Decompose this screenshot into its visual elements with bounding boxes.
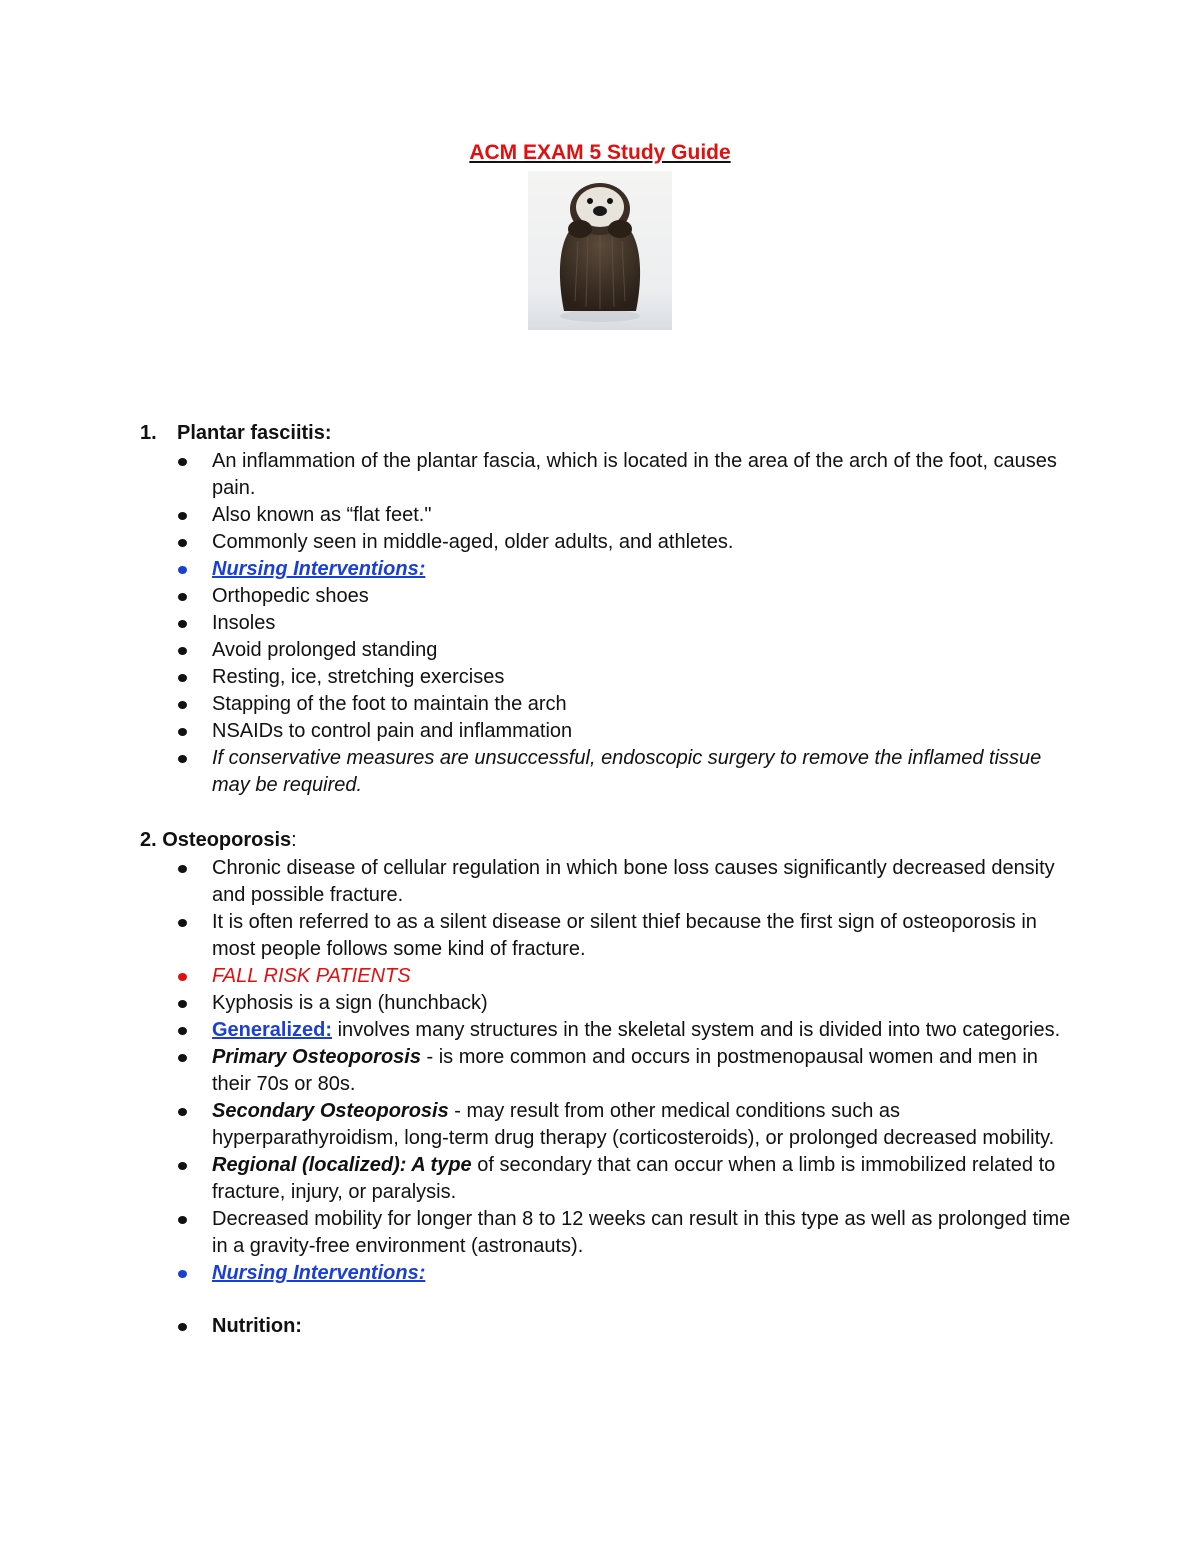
section-heading: 1. Plantar fasciitis:: [140, 422, 332, 444]
bullet-icon: [178, 1054, 187, 1062]
list-item: Secondary Osteoporosis - may result from other medical conditions such as hyperparathyroidism, long-term drug therapy (corticosteroids), or prolonged decreased mobility.: [140, 1098, 1080, 1152]
sea-otter-photo: [528, 171, 672, 330]
bullet-icon: [178, 647, 187, 655]
bullet-icon: [178, 701, 187, 709]
bullet-icon: [178, 755, 187, 763]
list-item: If conservative measures are unsuccessful, endoscopic surgery to remove the inflamed tissue may be required.: [140, 745, 1080, 799]
bullet-icon: [178, 1000, 187, 1008]
generalized-term: Generalized:: [212, 1019, 333, 1041]
list-item: Avoid prolonged standing: [140, 637, 1080, 664]
nursing-interventions-heading: Nursing Interventions:: [212, 558, 426, 580]
blank-line: [140, 1287, 1080, 1313]
list-item: NSAIDs to control pain and inflammation: [140, 718, 1080, 745]
list-item: It is often referred to as a silent disease or silent thief because the first sign of osteoporosis in most people follows some kind of fracture.: [140, 909, 1080, 963]
list-item: Chronic disease of cellular regulation in which bone loss causes significantly decreased density and possible fracture.: [140, 855, 1080, 909]
list-item: Commonly seen in middle-aged, older adults, and athletes.: [140, 529, 1080, 556]
list-item: [140, 963, 1080, 990]
bullet-icon: [178, 539, 187, 547]
bullet-icon: [178, 593, 187, 601]
list-item: Also known as “flat feet.": [140, 502, 1080, 529]
nursing-interventions-heading: Nursing Interventions:: [212, 1262, 426, 1284]
list-item: Generalized: involves many structures in the skeletal system and is divided into two categories.: [140, 1017, 1080, 1044]
list-item: An inflammation of the plantar fascia, which is located in the area of the arch of the foot, causes pain.: [140, 448, 1080, 502]
list-item: [140, 1260, 1080, 1287]
section-osteoporosis: [140, 825, 1080, 1340]
bullet-icon: [178, 1108, 187, 1116]
section-heading: 2. Osteoporosis:: [140, 829, 297, 851]
bullet-icon: [178, 1216, 187, 1224]
bullet-icon: [178, 620, 187, 628]
list-item: [140, 556, 1080, 583]
list-item: Regional (localized): A type of secondary that can occur when a limb is immobilized related to fracture, injury, or paralysis.: [140, 1152, 1080, 1206]
list-item: Primary Osteoporosis - is more common and occurs in postmenopausal women and men in their 70s or 80s.: [140, 1044, 1080, 1098]
list-item: Stapping of the foot to maintain the arch: [140, 691, 1080, 718]
bullet-list: [140, 448, 1080, 799]
bullet-icon: [178, 919, 187, 927]
bullet-icon: [178, 973, 187, 981]
fall-risk-warning: FALL RISK PATIENTS: [212, 965, 411, 987]
bullet-icon: [178, 458, 187, 466]
bullet-icon: [178, 1270, 187, 1278]
list-item: Insoles: [140, 610, 1080, 637]
bullet-icon: [178, 728, 187, 736]
list-item: Nutrition:: [140, 1313, 1080, 1340]
list-item: Resting, ice, stretching exercises: [140, 664, 1080, 691]
bullet-icon: [178, 1027, 187, 1035]
section-plantar-fasciitis: [140, 418, 1080, 799]
bullet-icon: [178, 512, 187, 520]
bullet-list: [140, 855, 1080, 1340]
bullet-icon: [178, 865, 187, 873]
bullet-icon: [178, 1162, 187, 1170]
bullet-icon: [178, 674, 187, 682]
list-item: Kyphosis is a sign (hunchback): [140, 990, 1080, 1017]
list-item: Orthopedic shoes: [140, 583, 1080, 610]
bullet-icon: [178, 1323, 187, 1331]
bullet-icon: [178, 566, 187, 574]
list-item: Decreased mobility for longer than 8 to 12 weeks can result in this type as well as prolonged time in a gravity-free environment (astronauts).: [140, 1206, 1080, 1260]
document-title: ACM EXAM 5 Study Guide: [469, 141, 731, 164]
